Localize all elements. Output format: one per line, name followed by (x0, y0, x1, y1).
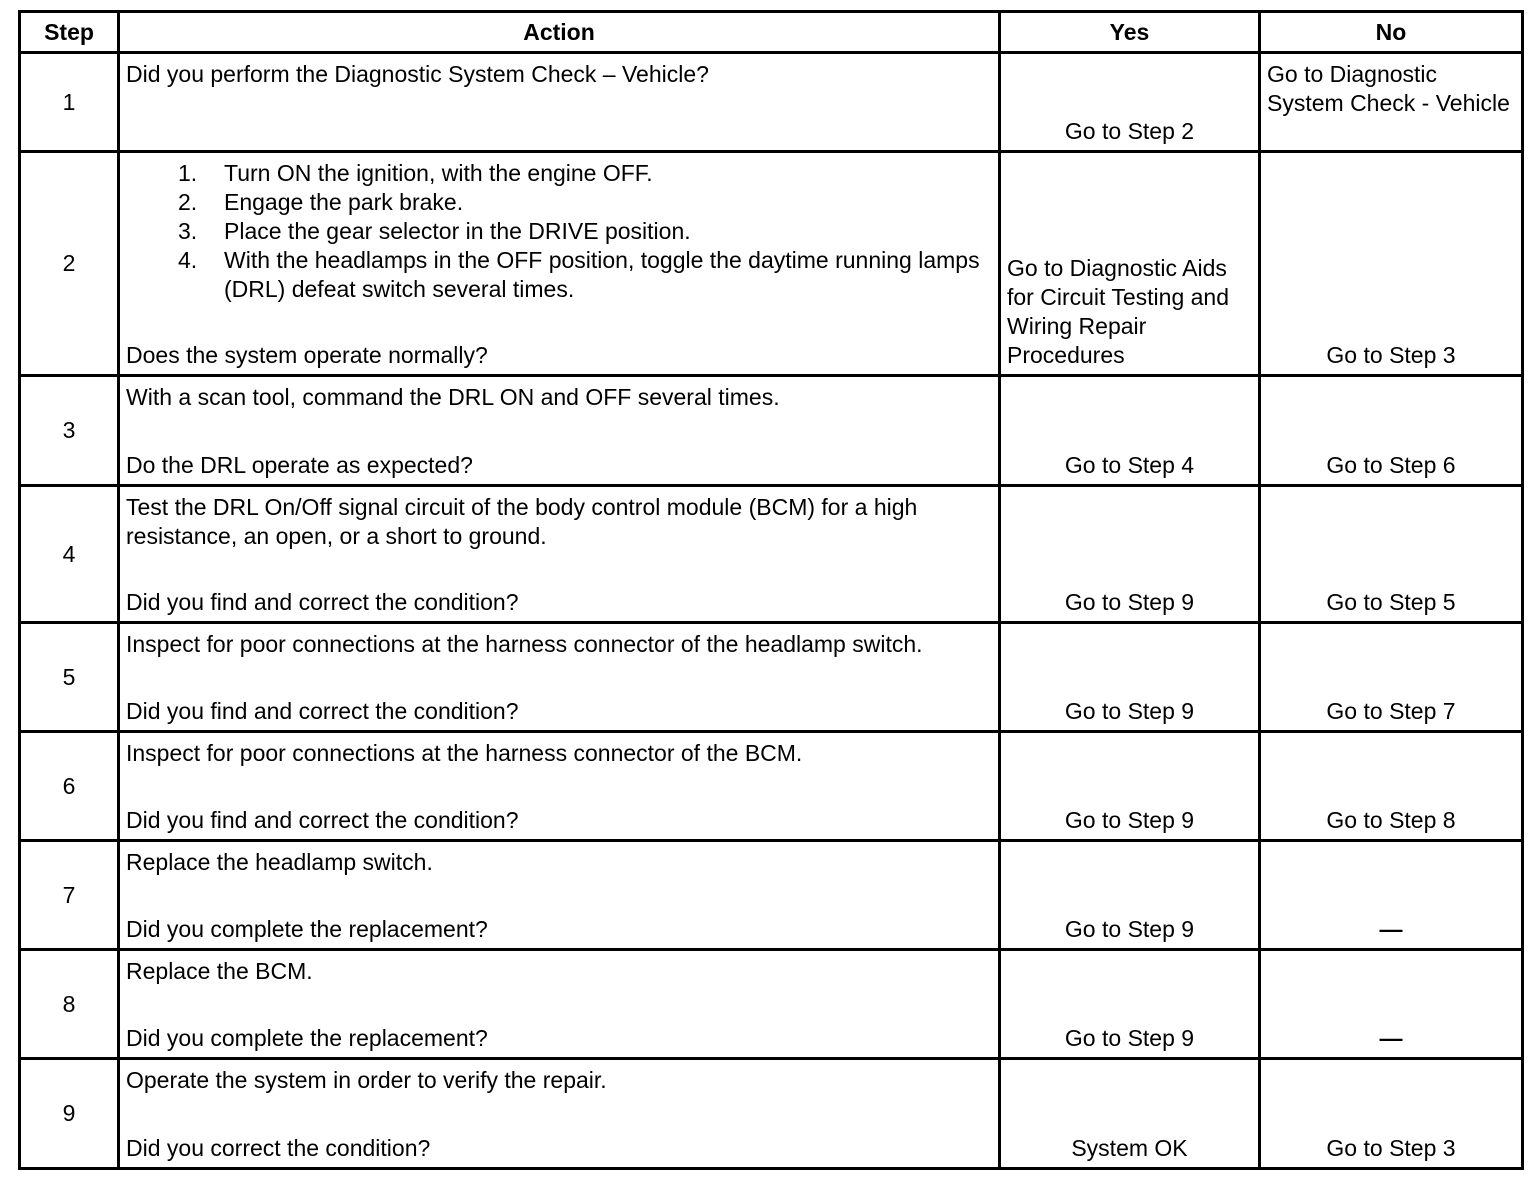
table-row (20, 53, 1523, 152)
table-row (20, 950, 1523, 1059)
action-text: Inspect for poor connections at the harness connector of the headlamp switch. (126, 631, 923, 657)
step-number: 6 (20, 732, 119, 841)
action-text: Did you perform the Diagnostic System Check – Vehicle? (126, 61, 709, 87)
list-item: 3. Place the gear selector in the DRIVE position. (178, 218, 691, 244)
yes-cell: Go to Step 9 (1000, 486, 1260, 623)
yes-cell: Go to Step 2 (1000, 53, 1260, 152)
action-text: Inspect for poor connections at the harness connector of the BCM. (126, 740, 803, 766)
action-question: Does the system operate normally? (126, 342, 488, 368)
action-cell (119, 841, 1000, 950)
action-text: Replace the headlamp switch. (126, 849, 433, 875)
table-row (20, 1059, 1523, 1169)
action-text: Operate the system in order to verify the repair. (126, 1067, 607, 1093)
no-cell: — (1260, 950, 1523, 1059)
action-cell (119, 486, 1000, 623)
yes-cell: Go to Diagnostic Aids for Circuit Testing and Wiring Repair Procedures (1000, 152, 1260, 376)
action-question: Did you correct the condition? (126, 1135, 431, 1161)
action-text: With a scan tool, command the DRL ON and OFF several times. (126, 384, 780, 410)
header-no: No (1260, 12, 1523, 53)
header-row (20, 12, 1523, 53)
step-number: 7 (20, 841, 119, 950)
yes-cell: Go to Step 9 (1000, 732, 1260, 841)
action-text: Replace the BCM. (126, 958, 313, 984)
no-cell: Go to Step 3 (1260, 152, 1523, 376)
action-question: Did you find and correct the condition? (126, 807, 519, 833)
step-number: 2 (20, 152, 119, 376)
action-text: Test the DRL On/Off signal circuit of the body control module (BCM) for a high resistance, an open, or a short to ground. (126, 494, 918, 549)
table-row (20, 486, 1523, 623)
yes-cell: System OK (1000, 1059, 1260, 1169)
no-cell: Go to Step 5 (1260, 486, 1523, 623)
yes-cell: Go to Step 9 (1000, 623, 1260, 732)
no-cell: Go to Step 7 (1260, 623, 1523, 732)
no-cell: Go to Step 3 (1260, 1059, 1523, 1169)
step-number: 9 (20, 1059, 119, 1169)
action-question: Did you complete the replacement? (126, 916, 488, 942)
header-yes: Yes (1000, 12, 1260, 53)
substep-list (126, 159, 992, 304)
step-number: 3 (20, 376, 119, 486)
action-question: Did you find and correct the condition? (126, 589, 519, 615)
step-number: 4 (20, 486, 119, 623)
header-action: Action (119, 12, 1000, 53)
action-cell (119, 152, 1000, 376)
table-row (20, 732, 1523, 841)
table-row (20, 152, 1523, 376)
step-number: 8 (20, 950, 119, 1059)
no-cell: Go to Step 8 (1260, 732, 1523, 841)
action-cell (119, 623, 1000, 732)
table-row (20, 623, 1523, 732)
no-cell: — (1260, 841, 1523, 950)
no-cell: Go to Diagnostic System Check - Vehicle (1260, 53, 1523, 152)
yes-cell: Go to Step 4 (1000, 376, 1260, 486)
action-cell (119, 1059, 1000, 1169)
action-question: Did you find and correct the condition? (126, 698, 519, 724)
table-row (20, 841, 1523, 950)
table-row (20, 376, 1523, 486)
action-cell (119, 950, 1000, 1059)
step-number: 1 (20, 53, 119, 152)
no-cell: Go to Step 6 (1260, 376, 1523, 486)
action-question: Did you complete the replacement? (126, 1025, 488, 1051)
yes-cell: Go to Step 9 (1000, 841, 1260, 950)
action-cell (119, 376, 1000, 486)
list-item: 1. Turn ON the ignition, with the engine OFF. (178, 160, 653, 186)
action-question: Do the DRL operate as expected? (126, 452, 473, 478)
action-cell (119, 53, 1000, 152)
diagnostic-table (18, 10, 1524, 1170)
header-step: Step (20, 12, 119, 53)
step-number: 5 (20, 623, 119, 732)
list-item: 4. With the headlamps in the OFF position, toggle the daytime running lamps (DRL) defeat switch several times. (178, 247, 980, 302)
yes-cell: Go to Step 9 (1000, 950, 1260, 1059)
action-cell (119, 732, 1000, 841)
list-item: 2. Engage the park brake. (178, 189, 464, 215)
